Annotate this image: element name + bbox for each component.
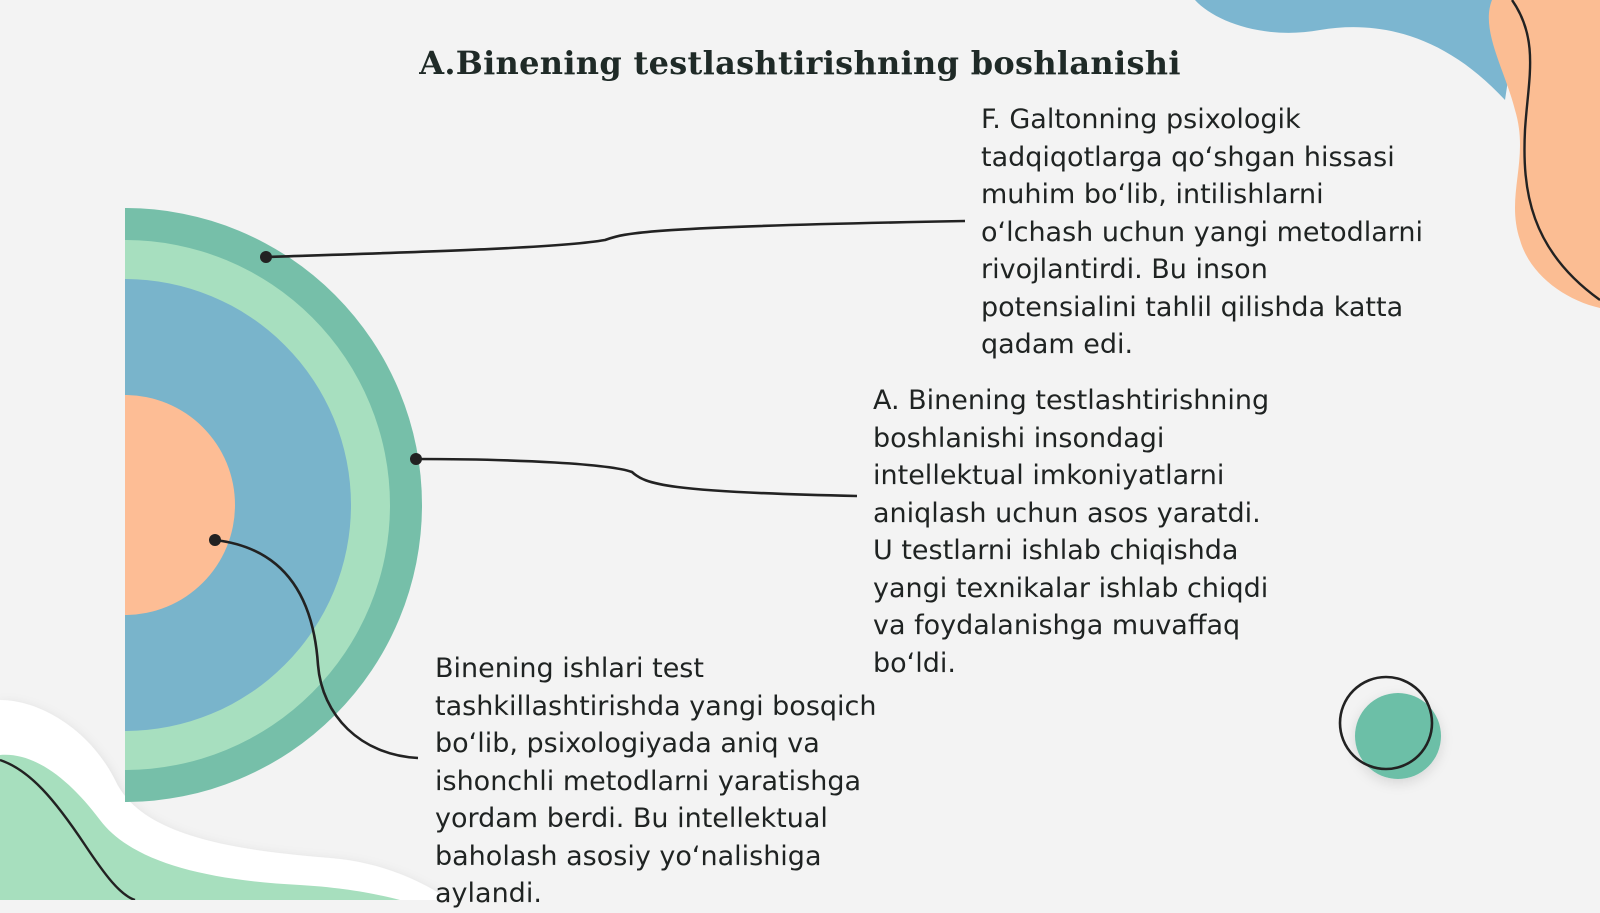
- connector-1-dot: [260, 251, 272, 263]
- ring-core: [15, 395, 235, 615]
- note-binet-works: Binening ishlari test tashkillashtirishda yangi bosqich bo‘lib, psixologiyada aniq va ishonchli metodlarni yaratishga yordam berdi. Bu intellektual baholash asosiy yo‘nalishiga aylandi.: [435, 653, 877, 909]
- slide-title: A.Binening testlashtirishning boshlanishi: [419, 44, 1181, 82]
- connector-3-dot: [209, 534, 221, 546]
- connector-1: [266, 221, 965, 257]
- note-galton: F. Galtonning psixologik tadqiqotlarga qo‘shgan hissasi muhim bo‘lib, intilishlarni o‘lchash uchun yangi metodlarni rivojlantirdi. Bu inson potensialini tahlil qilishda katta qadam edi.: [981, 104, 1424, 360]
- concentric-diagram: [0, 208, 422, 802]
- connector-2: [416, 459, 857, 496]
- note-binet-start: A. Binening testlashtirishning boshlanishi insondagi intellektual imkoniyatlarni aniqlash uchun asos yaratdi. U testlarni ishlab chiqishda yangi texnikalar ishlab chiqdi va foydalanishga muvaffaq bo‘ldi.: [873, 385, 1270, 679]
- connector-2-dot: [410, 453, 422, 465]
